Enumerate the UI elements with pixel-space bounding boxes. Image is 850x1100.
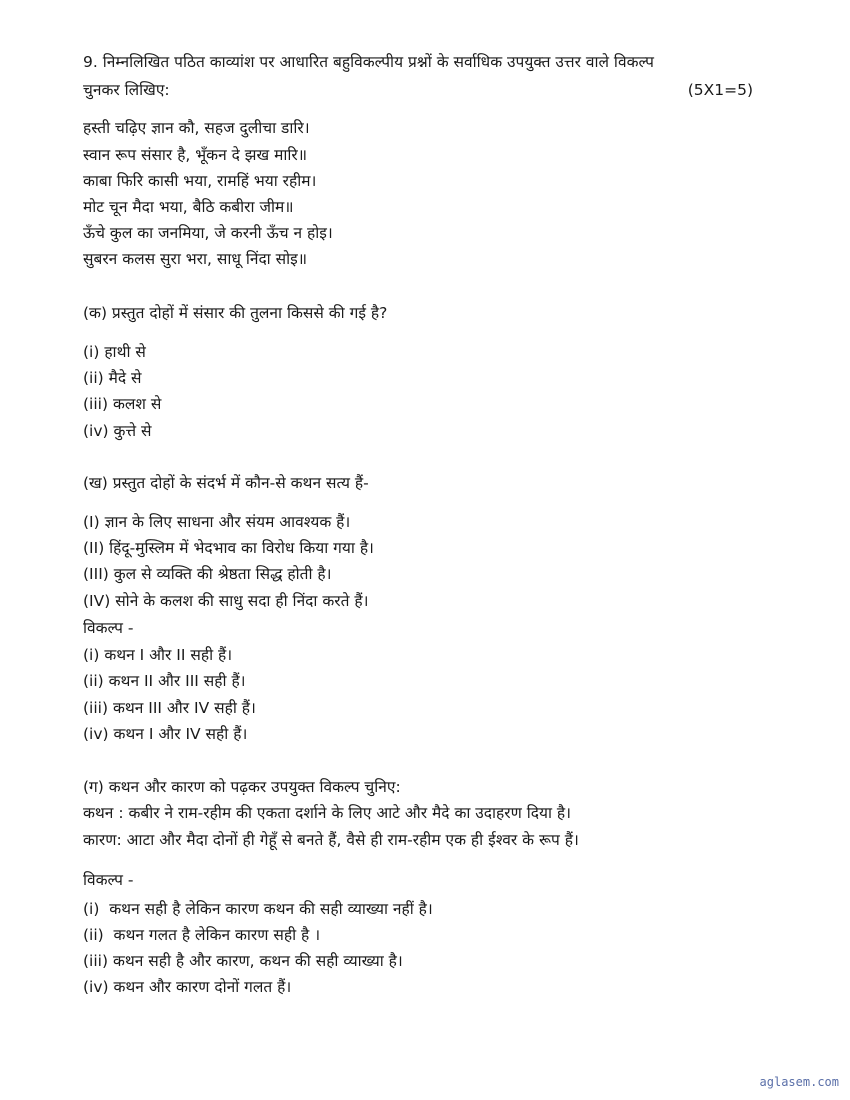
poem-line: काबा फिरि कासी भया, रामहिं भया रहीम। <box>83 172 317 190</box>
part-kha-statement: (I) ज्ञान के लिए साधना और संयम आवश्यक हैं। <box>83 513 351 531</box>
part-ka-question: (क) प्रस्तुत दोहों में संसार की तुलना किससे की गई है? <box>83 304 388 322</box>
part-ga-statement: कथन : कबीर ने राम-रहीम की एकता दर्शाने के लिए आटे और मैदे का उदाहरण दिया है। <box>83 804 572 822</box>
part-ga-option: (ii) कथन गलत है लेकिन कारण सही है । <box>83 926 321 944</box>
question-intro-line2: चुनकर लिखिए: <box>83 81 170 99</box>
poem-line: मोट चून मैदा भया, बैठि कबीरा जीम॥ <box>83 198 294 216</box>
question-intro-text: 9. निम्नलिखित पठित काव्यांश पर आधारित बहुविकल्पीय प्रश्नों के सर्वाधिक उपयुक्त उत्तर वाले विकल्प <box>83 53 654 71</box>
part-ga-reason: कारण: आटा और मैदा दोनों ही गेहूँ से बनते हैं, वैसे ही राम-रहीम एक ही ईश्वर के रूप हैं। <box>83 831 579 849</box>
part-kha-statement: (IV) सोने के कलश की साधु सदा ही निंदा करते हैं। <box>83 592 369 610</box>
part-ga-option: (iii) कथन सही है और कारण, कथन की सही व्याख्या है। <box>83 952 403 970</box>
part-kha-option: (ii) कथन II और III सही हैं। <box>83 672 246 690</box>
part-ka-option: (iii) कलश से <box>83 395 162 413</box>
poem-line: स्वान रूप संसार है, भूँकन दे झख मारि॥ <box>83 146 308 164</box>
poem-line: ऊँचे कुल का जनमिया, जे करनी ऊँच न होइ। <box>83 224 333 242</box>
question-intro-line1 <box>83 52 753 72</box>
part-ka-option: (iv) कुत्ते से <box>83 422 152 440</box>
part-kha-statement: (II) हिंदू-मुस्लिम में भेदभाव का विरोध किया गया है। <box>83 539 374 557</box>
part-ga-option: (iv) कथन और कारण दोनों गलत हैं। <box>83 978 292 996</box>
poem-line: हस्ती चढ़िए ज्ञान कौ, सहज दुलीचा डारि। <box>83 119 310 137</box>
part-ka-option: (ii) मैदे से <box>83 369 142 387</box>
part-ga-options-label: विकल्प - <box>83 871 134 889</box>
part-kha-option: (iii) कथन III और IV सही हैं। <box>83 699 256 717</box>
part-kha-option: (iv) कथन I और IV सही हैं। <box>83 725 248 743</box>
part-ga-question: (ग) कथन और कारण को पढ़कर उपयुक्त विकल्प चुनिए: <box>83 778 401 796</box>
part-kha-options-label: विकल्प - <box>83 619 134 637</box>
question-marks: (5X1=5) <box>687 81 753 99</box>
part-ga-option: (i) कथन सही है लेकिन कारण कथन की सही व्याख्या नहीं है। <box>83 900 433 918</box>
poem-line: सुबरन कलस सुरा भरा, साधू निंदा सोइ॥ <box>83 250 308 268</box>
part-kha-option: (i) कथन I और II सही हैं। <box>83 646 233 664</box>
part-kha-statement: (III) कुल से व्यक्ति की श्रेष्ठता सिद्ध होती है। <box>83 565 332 583</box>
part-ka-option: (i) हाथी से <box>83 343 146 361</box>
site-watermark: aglasem.com <box>759 1075 839 1089</box>
part-kha-question: (ख) प्रस्तुत दोहों के संदर्भ में कौन-से कथन सत्य हैं- <box>83 474 369 492</box>
